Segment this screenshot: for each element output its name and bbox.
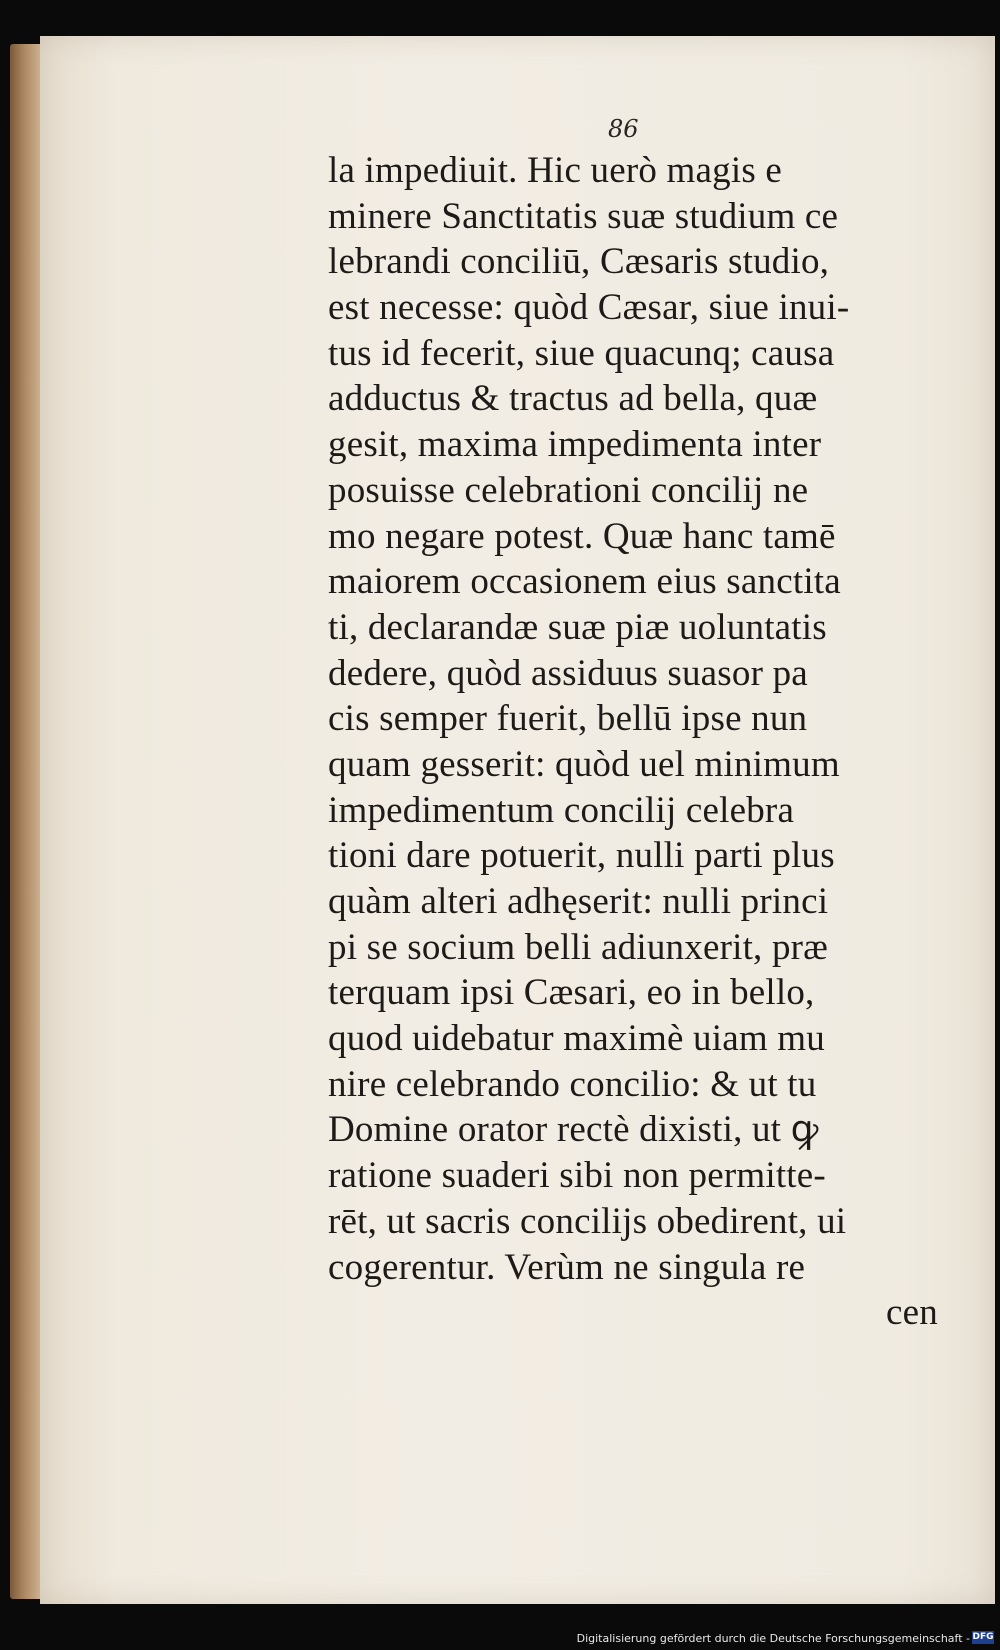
text-line: tus id fecerit, siue quacunq; causa <box>328 332 835 374</box>
text-line: mo negare potest. Quæ hanc tamē <box>328 515 836 557</box>
funding-notice: Digitalisierung gefördert durch die Deutsche Forschungsgemeinschaft - <box>576 1632 970 1645</box>
text-line: terquam ipsi Cæsari, eo in bello, <box>328 972 815 1014</box>
text-line: la impediuit. Hic uerò magis e <box>328 150 782 191</box>
text-line: dedere, quòd assiduus suasor pa <box>328 652 808 694</box>
text-line: gesit, maxima impedimenta inter <box>328 424 822 466</box>
dfg-logo-icon: DFG <box>972 1632 994 1642</box>
text-line: lebrandi conciliū, Cæsaris studio, <box>328 241 830 283</box>
text-line: quàm alteri adhęserit: nulli princi <box>328 881 829 922</box>
text-line: maiorem occasionem eius sanctita <box>328 561 841 603</box>
page-number: 86 <box>608 115 639 143</box>
text-line: ti, declarandæ suæ piæ uoluntatis <box>328 606 827 648</box>
text-line: adductus & tractus ad bella, quæ <box>328 378 818 420</box>
text-line: ratione suaderi sibi non permitte- <box>328 1155 826 1197</box>
text-line: impedimentum concilij celebra <box>328 789 795 831</box>
text-block <box>328 148 958 1336</box>
text-line: posuisse celebrationi concilij ne <box>328 469 809 511</box>
text-line: est necesse: quòd Cæsar, siue inui- <box>328 287 850 329</box>
text-line: minere Sanctitatis suæ studium ce <box>328 195 839 237</box>
text-line: nire celebrando concilio: & ut tu <box>328 1063 817 1105</box>
catchword: cen <box>886 1292 938 1334</box>
text-line: rēt, ut sacris concilijs obedirent, ui <box>328 1200 847 1242</box>
text-line: pi se socium belli adiunxerit, præ <box>328 926 829 968</box>
text-line: cis semper fuerit, bellū ipse nun <box>328 698 808 740</box>
text-line: tioni dare potuerit, nulli parti plus <box>328 835 835 877</box>
text-line: Domine orator rectè dixisti, ut ꝙ <box>328 1109 819 1151</box>
text-line: quam gesserit: quòd uel minimum <box>328 743 840 785</box>
text-line: cogerentur. Verùm ne singula re <box>328 1246 806 1288</box>
text-line: quod uidebatur maximè uiam mu <box>328 1018 825 1060</box>
